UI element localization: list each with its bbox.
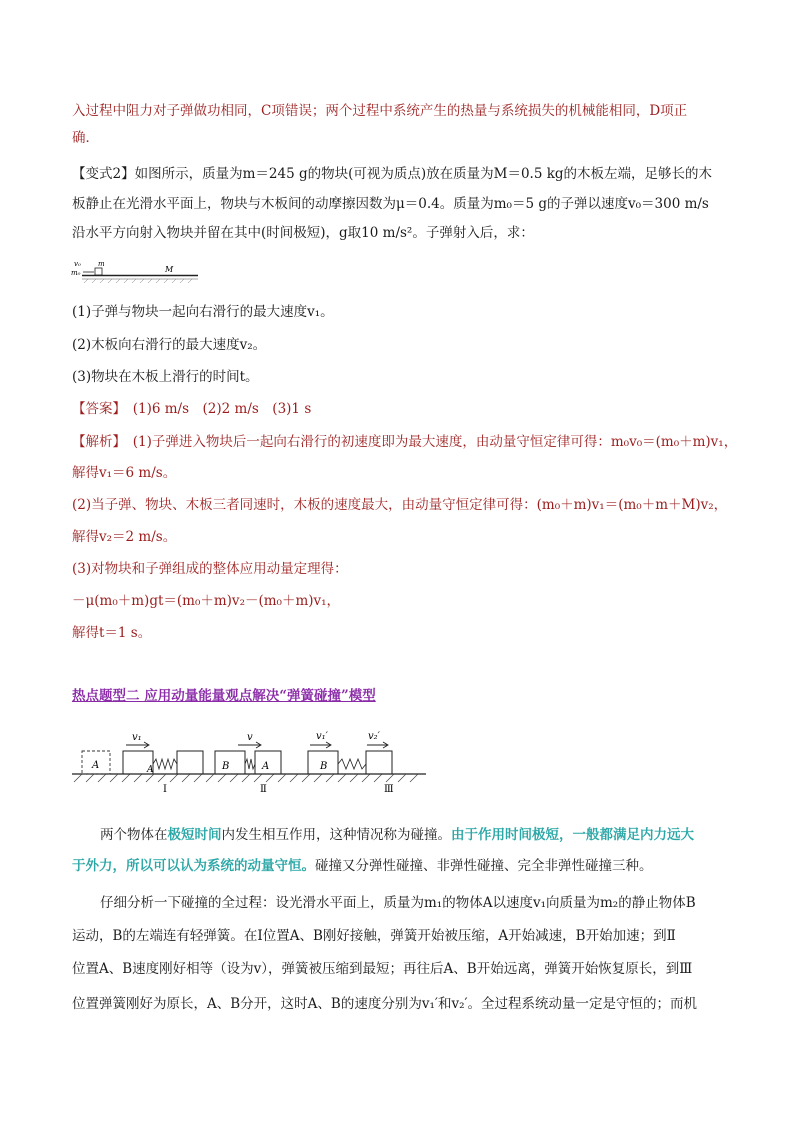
text-line: 位置弹簧刚好为原长，A、B分开，这时A、B的速度分别为v₁′和v₂′。全过程系统动量一定是守恒的；而机 <box>72 996 698 1012</box>
fig1-m0-label: m₀ <box>71 269 81 277</box>
fig1-M-label: M <box>165 265 174 274</box>
text-run: 碰撞又分弹性碰撞、非弹性碰撞、完全非弹性碰撞三种。 <box>315 858 653 874</box>
text-line: 运动，B的左端连有轻弹簧。在Ⅰ位置A、B刚好接触，弹簧开始被压缩，A开始减速，B开始加速；到Ⅱ <box>72 928 676 944</box>
question-1: (1)子弹与物块一起向右滑行的最大速度v₁。 <box>72 304 334 320</box>
text-line: (2)当子弹、物块、木板三者同速时，木板的速度最大，由动量守恒定律可得：(m₀＋m)v₁＝(m₀＋m＋M)v₂， <box>72 497 728 513</box>
fig2-position-II: Ⅱ <box>260 784 267 795</box>
fig1-ground-hatch <box>84 279 192 283</box>
fig2-label-b-3: B <box>320 761 328 772</box>
fig2-block-b-1 <box>177 751 203 774</box>
text-line: 位置A、B速度刚好相等（设为v），弹簧被压缩到最短；再往后A、B开始远离，弹簧开始恢复原长，到Ⅲ <box>72 961 693 977</box>
text-line: 解得v₁＝6 m/s。 <box>72 465 177 481</box>
text-run: 两个物体在 <box>100 827 168 843</box>
fig2-v1-label: v₁ <box>132 732 142 743</box>
text-line: 解得t＝1 s。 <box>72 625 152 641</box>
section-title: 热点题型二 应用动量能量观点解决“弹簧碰撞”模型 <box>72 688 376 704</box>
question-3: (3)物块在木板上滑行的时间t。 <box>72 369 259 385</box>
fig2-label-b-2: B <box>222 761 230 772</box>
fig2-v-label: v <box>247 732 253 743</box>
answer-text: (1)6 m/s (2)2 m/s (3)1 s <box>132 401 312 417</box>
fig2-position-I: Ⅰ <box>163 784 167 795</box>
fig2-ground-hatch <box>74 774 418 782</box>
variant-label: 【变式2】 <box>72 166 135 182</box>
fig2-spring-2 <box>245 759 255 769</box>
fig2-label-a: A <box>92 760 100 771</box>
text-line: 解得v₂＝2 m/s。 <box>72 529 177 545</box>
fig2-position-III: Ⅲ <box>384 784 394 795</box>
text-line: 入过程中阻力对子弹做功相同，C项错误；两个过程中系统产生的热量与系统损失的机械能相同，D项正 <box>72 103 688 119</box>
fig2-label-a-1: A <box>147 765 154 775</box>
text-run: 内发生相互作用，这种情况称为碰撞。 <box>221 827 451 843</box>
text-line: (3)对物块和子弹组成的整体应用动量定理得： <box>72 561 348 577</box>
paragraph-collision-intro-cont <box>72 851 722 882</box>
highlight-text: 由于作用时间极短，一般都满足内力远大 <box>451 827 694 843</box>
text-line: 确． <box>72 130 99 146</box>
fig2-v1p-label: v₁′ <box>316 731 328 742</box>
highlight-text: 极短时间 <box>167 827 222 843</box>
text-line: 如图所示，质量为m＝245 g的物块(可视为质点)放在质量为M＝0.5 kg的木板左端，足够长的木 <box>134 166 713 182</box>
paragraph-collision-intro <box>100 820 724 851</box>
fig2-v2p-label: v₂′ <box>368 731 380 742</box>
fig1-block <box>95 268 102 275</box>
answer-label: 【答案】 <box>72 401 120 417</box>
fig1-m-label: m <box>98 260 105 268</box>
question-2: (2)木板向右滑行的最大速度v₂。 <box>72 337 267 353</box>
fig2-block-a-3 <box>366 751 392 774</box>
variant-heading-line <box>72 163 722 185</box>
text-line: 沿水平方向射入物块并留在其中(时间极短)，g取10 m/s²。子弹射入后，求： <box>72 225 534 241</box>
spring-collision-figure <box>70 726 430 798</box>
analysis-text: (1)子弹进入物块后一起向右滑行的初速度即为最大速度，由动量守恒定律可得：m₀v₀＝(m₀＋m)v₁， <box>132 434 738 450</box>
fig2-spring-1 <box>153 759 177 769</box>
answer-line <box>72 398 722 420</box>
bullet-block-board-figure <box>70 257 200 285</box>
fig2-block-b-2 <box>215 751 245 774</box>
analysis-line <box>72 431 738 453</box>
analysis-label: 【解析】 <box>72 434 120 450</box>
text-line: 板静止在光滑水平面上，物块与木板间的动摩擦因数为μ＝0.4。质量为m₀＝5 g的子弹以速度v₀＝300 m/s <box>72 196 709 212</box>
fig1-v0-label: v₀ <box>74 260 81 268</box>
text-line: 仔细分析一下碰撞的全过程：设光滑水平面上，质量为m₁的物体A以速度v₁向质量为m₂的静止物体B <box>100 895 696 911</box>
text-line: －μ(m₀＋m)gt＝(m₀＋m)v₂－(m₀＋m)v₁， <box>72 593 341 609</box>
fig2-label-a-2: A <box>262 761 270 772</box>
highlight-text: 于外力，所以可以认为系统的动量守恒。 <box>72 858 315 874</box>
fig2-spring-3 <box>338 759 366 769</box>
